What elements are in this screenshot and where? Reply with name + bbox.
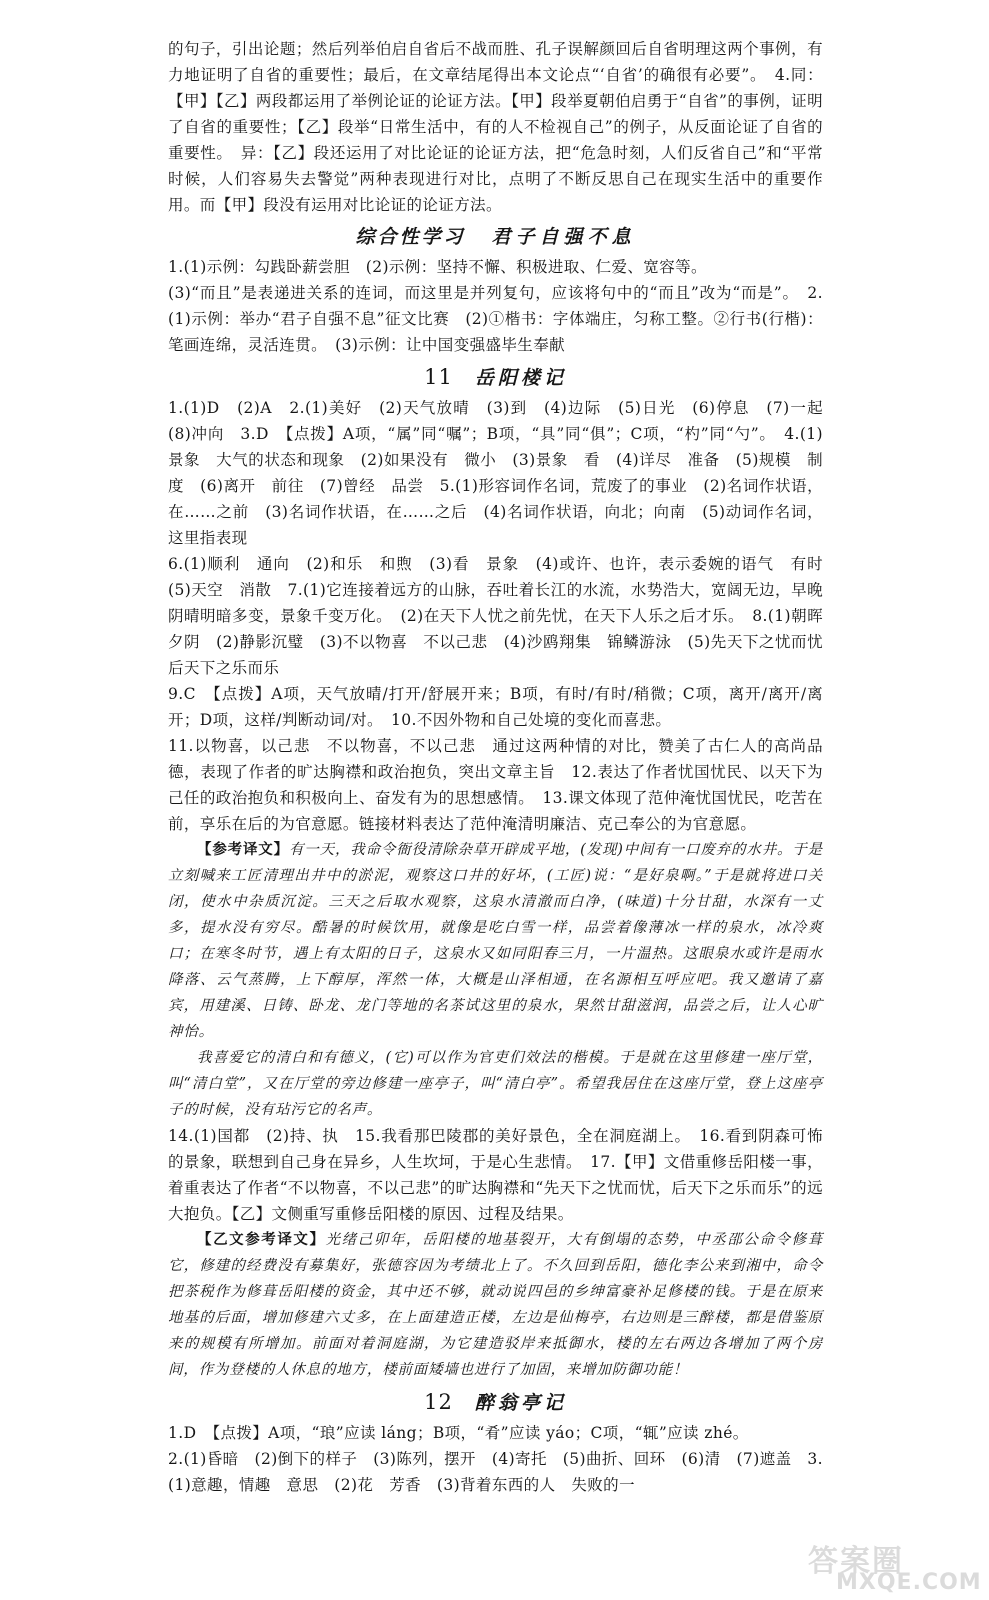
reference-translation-b	[168, 1227, 823, 1383]
watermark-logo	[808, 1536, 982, 1596]
answer-paragraph: (3)“而且”是表递进关系的连词，而这里是并列复句，应该将句中的“而且”改为“而是”。 2.(1)示例：举办“君子自强不息”征文比赛 (2)①楷书：字体端庄，匀称工整。②行书(行楷)：笔画连绵，灵活连贯。 (3)示例：让中国变强盛毕生奉献	[168, 284, 823, 354]
section-heading-comprehensive	[168, 220, 823, 254]
translation-label: 【乙文参考译文】	[197, 1231, 326, 1248]
section-number: 11	[424, 365, 453, 389]
answer-paragraph: 9.C 【点拨】A项，天气放晴/打开/舒展开来；B项，有时/有时/稍微；C项，离开/离开/离开；D项，这样/判断动词/对。 10.不因外物和自己处境的变化而喜悲。	[168, 685, 823, 729]
section-title: 醉翁亭记	[474, 1392, 567, 1414]
intro-paragraph: 的句子，引出论题；然后列举伯启自省后不战而胜、孔子误解颜回后自省明理这两个事例，有力地证明了自省的重要性；最后，在文章结尾得出本文论点“‘自省’的确很有必要”。 4.同：【甲】【乙】两段都运用了举例论证的论证方法。【甲】段举夏朝伯启勇于“自省”的事例，证明了自省的重要性；【乙】段举“日常生活中，有的人不检视自己”的例子，从反面论证了自省的重要性。 异：【乙】段还运用了对比论证的论证方法，把“危急时刻，人们反省自己”和“平常时候，人们容易失去警觉”两种表现进行对比，点明了不断反思自己在现实生活中的重要作用。而【甲】段没有运用对比论证的论证方法。	[168, 40, 823, 214]
translation-text: 光绪己卯年，岳阳楼的地基裂开，大有倒塌的态势，中丞邵公命令修葺它，修建的经费没有募集好，张德容因为考绩北上了。不久回到岳阳，德化李公来到湘中，命令把茶税作为修葺岳阳楼的资金，其中还不够，就动说四邑的乡绅富豪补足修楼的钱。于是在原来地基的后面，增加修建六丈多，在上面建造正楼，左边是仙梅亭，右边则是三醉楼，都是借鉴原来的规模有所增加。前面对着洞庭湖，为它建造驳岸来抵御水，楼的左右两边各增加了两个房间，作为登楼的人休息的地方，楼前面矮墙也进行了加固，来增加防御功能！	[168, 1232, 824, 1378]
translation-label: 【参考译文】	[197, 841, 289, 858]
section-subtitle: 君子自强不息	[491, 226, 636, 248]
section-number: 12	[424, 1390, 453, 1414]
section-title: 岳阳楼记	[474, 367, 567, 389]
section-title: 综合性学习	[355, 226, 466, 248]
reference-translation	[168, 837, 823, 1045]
section-heading-12	[168, 1385, 823, 1420]
content-column	[168, 36, 839, 1498]
answer-paragraph: 1.(1)D (2)A 2.(1)美好 (2)天气放晴 (3)到 (4)边际 (5)日光 (6)停息 (7)一起 (8)冲向 3.D 【点拨】A项，“属”同“嘱”；B项，“具”同“俱”；C项，“杓”同“勺”。 4.(1)景象 大气的状态和现象 (2)如果没有 微小 (3)景象 看 (4)详尽 准备 (5)规模 制度 (6)离开 前往 (7)曾经 品尝 5.(1)形容词作名词，荒废了的事业 (2)名词作状语，在……之前 (3)名词作状语，在……之后 (4)名词作状语，向北；向南 (5)动词作名词，这里指表现	[168, 399, 839, 547]
watermark-url: MXQE.COM	[836, 1570, 982, 1595]
section-heading-11	[168, 360, 823, 395]
answer-paragraph: 6.(1)顺利 通向 (2)和乐 和煦 (3)看 景象 (4)或许、也许，表示委婉的语气 有时 (5)天空 消散 7.(1)它连接着远方的山脉，吞吐着长江的水流，水势浩大，宽阔无边，早晚阴晴明暗多变，景象千变万化。 (2)在天下人忧之前先忧，在天下人乐之后才乐。 8.(1)朝晖夕阴 (2)静影沉璧 (3)不以物喜 不以己悲 (4)沙鸥翔集 锦鳞游泳 (5)先天下之忧而忧 后天下之乐而乐	[168, 555, 839, 677]
watermark-text: 答案圈	[808, 1544, 904, 1579]
answer-paragraph: 11.以物喜，以己悲 不以物喜，不以己悲 通过这两种情的对比，赞美了古仁人的高尚品德，表现了作者的旷达胸襟和政治抱负，突出文章主旨 12.表达了作者忧国忧民、以天下为己任的政治抱负和积极向上、奋发有为的思想感情。 13.课文体现了范仲淹忧国忧民，吃苦在前，享乐在后的为官意愿。链接材料表达了范仲淹清明廉洁、克己奉公的为官意愿。	[168, 737, 823, 833]
answer-paragraph: 14.(1)国都 (2)持、执 15.我看那巴陵郡的美好景色，全在洞庭湖上。 16.看到阴森可怖的景象，联想到自己身在异乡，人生坎坷，于是心生悲情。 17.【甲】文借重修岳阳楼一事，着重表达了作者“不以物喜，不以己悲”的旷达胸襟和“先天下之忧而忧，后天下之乐而乐”的远大抱负。【乙】文侧重写重修岳阳楼的原因、过程及结果。	[168, 1127, 823, 1223]
answer-paragraph: 2.(1)昏暗 (2)倒下的样子 (3)陈列，摆开 (4)寄托 (5)曲折、回环 (6)清 (7)遮盖 3.(1)意趣，情趣 意思 (2)花 芳香 (3)背着东西的人 失败的一	[168, 1450, 823, 1494]
reference-translation-cont: 我喜爱它的清白和有德义，(它)可以作为官吏们效法的楷模。于是就在这里修建一座厅堂，叫“清白堂”，又在厅堂的旁边修建一座亭子，叫“清白亭”。希望我居住在这座厅堂，登上这座亭子的时候，没有玷污它的名声。	[168, 1050, 823, 1118]
translation-text: 有一天，我命令衙役清除杂草开辟成平地，(发现)中间有一口废弃的水井。于是立刻喊来工匠清理出井中的淤泥，观察这口井的好坏，(工匠)说：“是好泉啊。”于是就将进口关闭，使水中杂质沉淀。三天之后取水观察，这泉水清澈而白净，(味道)十分甘甜，水深有一丈多，提水没有穷尽。酷暑的时候饮用，就像是吃白雪一样，品尝着像薄冰一样的泉水，冰冷爽口；在寒冬时节，遇上有太阳的日子，这泉水又如同阳春三月，一片温热。这眼泉水或许是雨水降落、云气蒸腾，上下醇厚，浑然一体，大概是山泽相通，在名源相互呼应吧。我又邀请了嘉宾，用建溪、日铸、卧龙、龙门等地的名茶试这里的泉水，果然甘甜滋润，品尝之后，让人心旷神怡。	[168, 842, 823, 1040]
answer-paragraph: 1.D 【点拨】A项，“琅”应读 láng；B项，“肴”应读 yáo；C项，“辄”应读 zhé。	[168, 1424, 749, 1442]
answer-paragraph: 1.(1)示例：勾践卧薪尝胆 (2)示例：坚持不懈、积极进取、仁爱、宽容等。	[168, 258, 707, 276]
